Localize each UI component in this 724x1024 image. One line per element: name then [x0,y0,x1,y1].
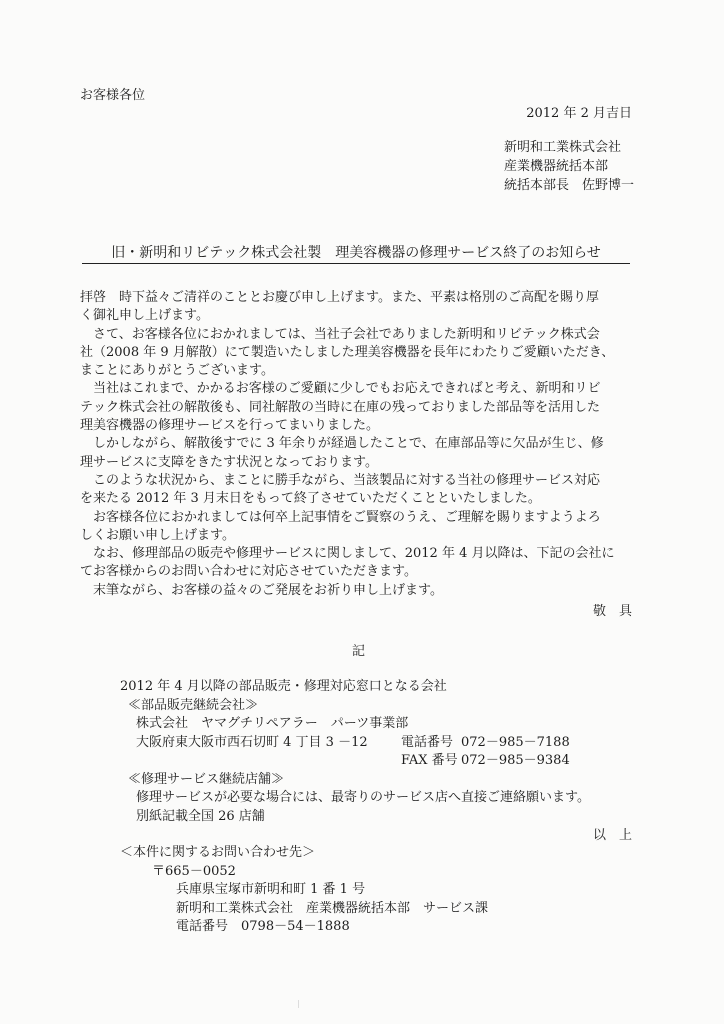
body-line: しかしながら、解散後すでに 3 年余りが経過したことで、在庫部品等に欠品が生じ、修 [80,436,604,452]
body-line: 拝啓 時下益々ご清祥のこととお慶び申し上げます。また、平素は格別のご高配を賜り厚 [80,290,599,305]
contact-org: 新明和工業株式会社 産業機器統括本部 サービス課 [176,900,489,916]
contact-postal: 〒665－0052 [152,863,236,879]
body-line: 当社はこれまで、かかるお客様のご愛顧に少しでもお応えできればと考え、新明和リビ [80,381,601,397]
parts-company: 株式会社 ヤマグチリペアラー パーツ事業部 [136,716,409,731]
body-line: お客様各位におかれましては何卒上記事情をご賢察のうえ、ご理解を賜りますようよろ [80,509,601,525]
parts-address: 大阪府東大阪市西石切町 4 丁目 3 －12 [136,734,368,750]
fax-row [120,752,590,771]
fax-label: FAX 番号 [401,753,458,768]
body-line: テック株式会社の解散後も、同社解散の当時に在庫の残っておりました部品等を活用した [80,399,601,415]
letter-date: 2012 年 2 月吉日 [526,106,632,121]
body-line: なお、修理部品の販売や修理サービスに関しまして、2012 年 4 月以降は、下記の会社に [80,546,615,562]
contact-tel: 電話番号 0798－54－1888 [176,919,350,934]
service-list: 別紙記載全国 26 店舗 [136,808,265,824]
body-line: 理サービスに支障をきたす状況となっております。 [80,454,378,470]
sender-block [504,138,634,195]
contact-address: 兵庫県宝塚市新明和町 1 番 1 号 [176,882,366,897]
sender-company: 新明和工業株式会社 [503,140,621,155]
sender-department: 産業機器統括本部 [503,159,608,174]
parts-heading: ≪部品販売継続会社≫ [128,697,259,713]
spacer [136,752,401,771]
body-line: さて、お客様各位におかれましては、当社子会社でありました新明和リビテック株式会 [80,326,600,342]
sender-person: 統括本部長 佐野博一 [503,178,634,193]
closing-ijou: 以 上 [592,828,632,843]
salutation: お客様各位 [80,88,146,103]
outlets-heading: 2012 年 4 月以降の部品販売・修理対応窓口となる会社 [120,679,447,694]
tel-number: 072－985－7188 [461,734,570,750]
contact-section [120,844,488,937]
ki-heading: 記 [352,644,366,659]
scan-mark [298,1000,299,1008]
body-line: しくお願い申し上げます。 [80,527,235,543]
body-line: まことにありがとうございます。 [80,363,274,379]
body-text [80,289,640,600]
notice-title: 旧・新明和リビテック株式会社製 理美容機器の修理サービス終了のお知らせ [82,242,630,264]
body-line: 末筆ながら、お客様の益々のご発展をお祈り申し上げます。 [80,582,443,598]
tel-label: 電話番号 [401,734,454,750]
fax-number: 072－985－9384 [461,753,570,768]
service-heading: ≪修理サービス継続店舗≫ [128,771,285,787]
outlets-section [120,678,590,826]
service-text: 修理サービスが必要な場合には、最寄りのサービス店へ直接ご連絡願います。 [136,790,590,805]
body-line: てお客様からのお問い合わせに対応させていただきます。 [80,564,417,580]
body-line: このような状況から、まことに勝手ながら、当該製品に対する当社の修理サービス対応 [80,472,601,488]
body-line: 社（2008 年 9 月解散）にて製造いたしました理美容機器を長年にわたりご愛顧いただき、 [80,344,615,360]
body-line: を来たる 2012 年 3 月末日をもって終了させていただくことといたしました。 [80,491,541,507]
closing-keigu: 敬 具 [592,604,632,619]
contact-heading: ＜本件に関するお問い合わせ先＞ [120,845,316,860]
parts-address-row [120,734,590,753]
body-line: く御礼申し上げます。 [80,308,209,324]
body-line: 理美容機器の修理サービスを行ってまいりました。 [80,418,380,434]
